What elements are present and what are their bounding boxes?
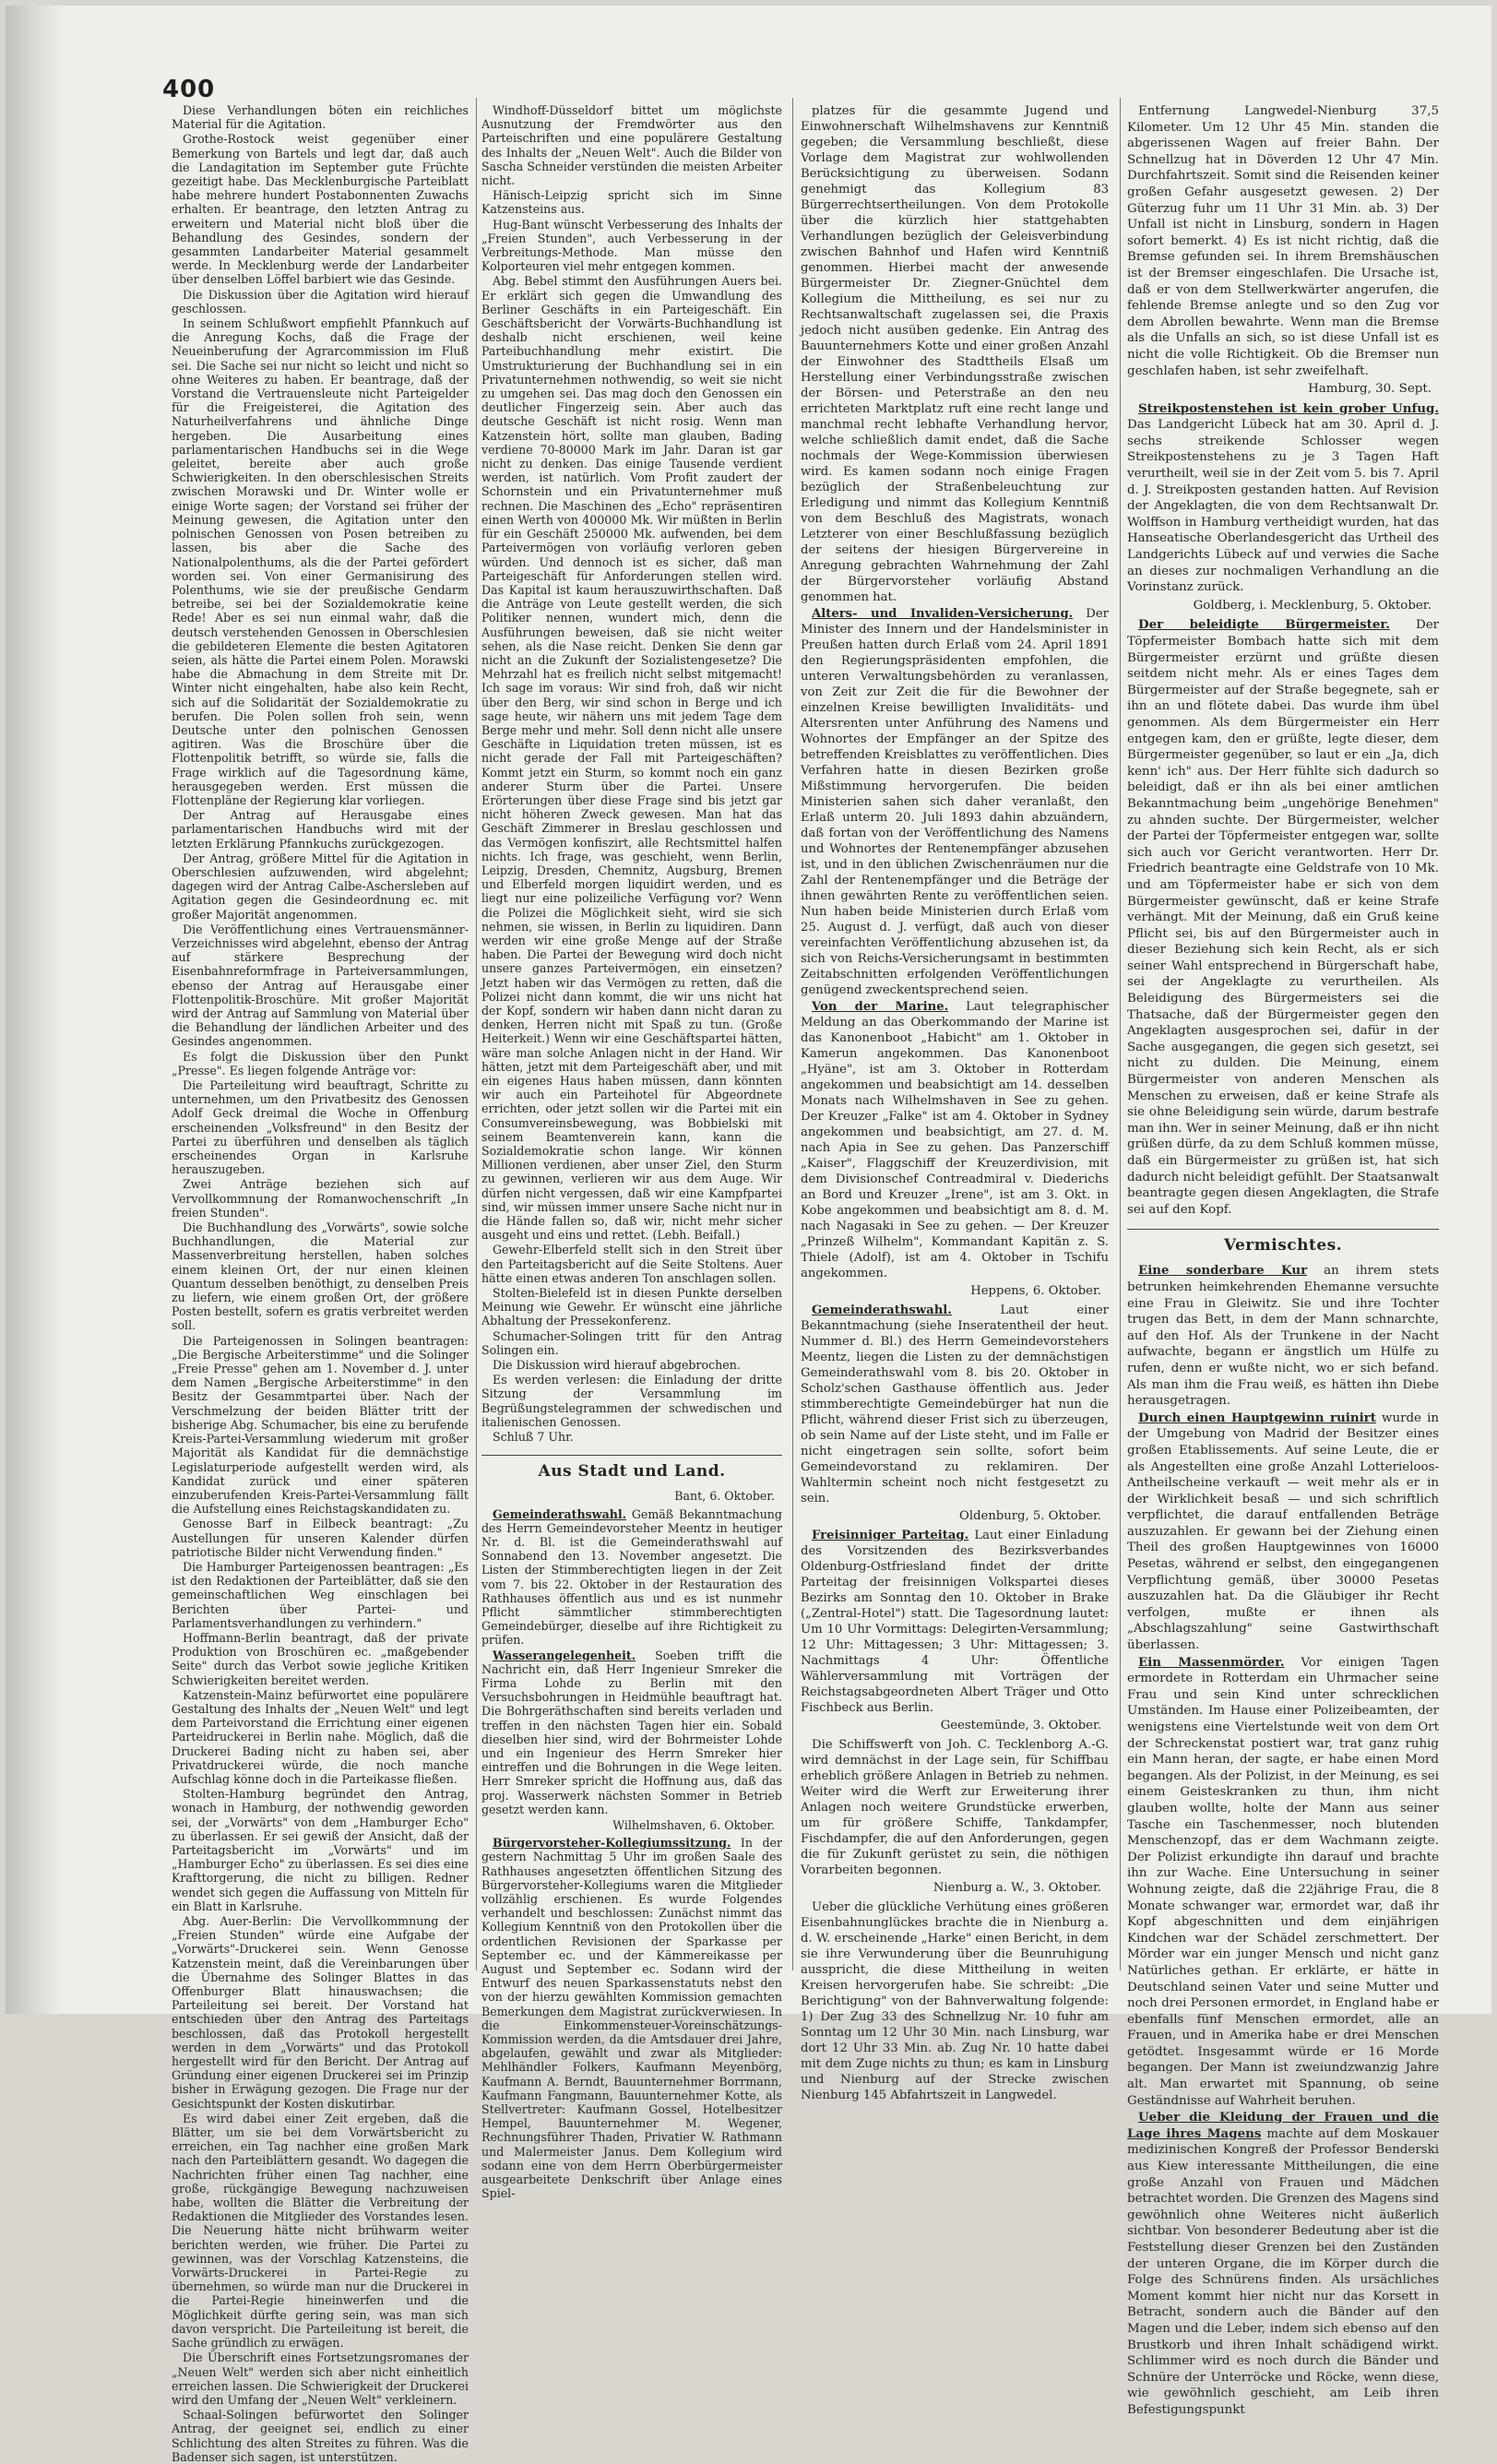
news-item (1127, 1655, 1439, 2110)
article-paragraph: Hoffmann-Berlin beantragt, daß der private Produktion von Broschüren ec. „maßgebender Seite" durch das Verbot sowie jegliche Kritiken Schwierigkeiten bereitet werden. (172, 1630, 469, 1687)
news-text: wurde in der Umgebung von Madrid der Besitzer eines großen Etablissements. Auf seine Leute, die er als Angestellten eine große Anzahl Lotterieloos-Antheilscheine verkauft — weit mehr als er in der Wirklichkeit besaß — und sich schriftlich verpflichtet, die darauf entfallenden Beträge auszuzahlen. Er gewann bei der Ziehung einen Theil des großen Hauptgewinnes von 16000 Pesetas, während er selbst, den eingegangenen Verpflichtung gemäß, über 30000 Pesetas auszuzahlen hat. Da die Gläubiger ihr Recht verfolgen, mußte er ihnen als „Abschlagszahlung" seine Gastwirthschaft überlassen. (1127, 1411, 1439, 1653)
news-text: Gemäß Bekanntmachung des Herrn Gemeindevorsteher Meentz in heutiger Nr. d. Bl. ist die Gemeinderathswahl auf Sonnabend den 13. November angesetzt. Die Listen der Stimmberechtigten liegen in der Zeit vom 7. bis 22. Oktober in der Restauration des Rathhauses öffentlich aus und es ist nunmehr Pflicht sämmtlicher stimmberechtigten Gemeindebürger, dieselbe auf ihre Richtigkeit zu prüfen. (481, 1506, 782, 1648)
article-paragraph: Hänisch-Leipzig spricht sich im Sinne Katzensteins aus. (481, 188, 782, 217)
article-paragraph: platzes für die gesammte Jugend und Einwohnerschaft Wilhelmshavens zur Kenntniß gegeben; die Versammlung beschließt, diese Vorlage dem Magistrat zur wohlwollenden Berücksichtigung zu überweisen. Sodann genehmigt das Kollegium 83 Bürgerrechtsertheilungen. Von dem Protokolle über die kürzlich hier stattgehabten Verhandlungen bezüglich der Geleisverbindung zwischen Bahnhof und Hafen wird Kenntniß genommen. Hierbei macht der anwesende Bürgermeister Dr. Ziegner-Gnüchtel dem Kollegium die Mittheilung, es sei nur zu Rechtsanwaltschaft zugelassen sei, die Praxis jedoch nicht ausüben gedenke. Ein Antrag des Bauunternehmers Kotte und einer großen Anzahl der Einwohner des Stadttheils Elsaß um Herstellung einer Verbindungsstraße zwischen der Börsen- und Peterstraße an den neu errichteten Marktplatz ruft eine recht lange und manchmal recht lebhafte Verhandlung hervor, welche schließlich damit endet, daß die Sache nochmals der Wege-Kommission überwiesen wird. Es kamen sodann noch einige Fragen bezüglich der Straßenbeleuchtung zur Erledigung und nimmt das Kollegium Kenntniß von dem Beschluß des Magistrats, wonach Letzterer von einer Beschlußfassung bezüglich der seitens der hiesigen Bürgervereine in Anregung gebrachten Wahrnehmung der Zahl der Bürgervorsteher vorläufig Abstand genommen hat. (801, 104, 1109, 604)
section-title: Vermischtes. (1127, 1229, 1439, 1256)
news-text: Laut einer Bekanntmachung (siehe Inseratentheil der heut. Nummer d. Bl.) des Herrn Gemeindevorstehers Meentz, liegen die Listen zu der demnächstigen Gemeinderathswahl vom 8. bis 20. Oktober in Scholz'schen Gasthause öffentlich aus. Jeder stimmberechtigte Gemeindebürger hat nun die Pflicht, während dieser Frist sich zu überzeugen, ob sein Name auf der Liste steht, und im Falle er nicht eingetragen sein sollte, sofort beim Gemeindevorstand zu reklamiren. Der Wahltermin scheint noch nicht festgesetzt zu sein. (801, 1303, 1109, 1506)
section-title: Aus Stadt und Land. (481, 1455, 782, 1482)
dateline: Heppens, 6. Oktober. (970, 1284, 1101, 1298)
news-text: Vor einigen Tagen ermordete in Rotterdam ein Uhrmacher seine Frau und sein Kind unter schrecklichen Umständen. Im Hause einer Polizeibeamten, der wenigstens eine Viertelstunde weit von dem Ort der Schreckenstat postiert war, trat ganz ruhig ein Mann heran, der sagte, er habe einen Mord begangen. Als der Polizist, in der Meinung, es sei einem Geisteskranken zu thun, ihm nicht glauben wollte, holte der Mann aus seiner Tasche ein Taschenmesser, noch blutenden Menschenzopf, das er dem Wachmann zeigte. Der Polizist erkundigte ihn darauf und brachte ihn zur Wache. Eine Untersuchung in seiner Wohnung zeigte, daß die 22jährige Frau, die 8 Monate schwanger war, ermordet war, daß ihr Kopf abgeschnitten und dem einjährigen Kindchen war der Schädel zerschmettert. Der Mörder war ein junger Mensch und nicht ganz Natürliches gethan. Er erklärte, er hätte in Deutschland seinen Vater und seine Mutter und noch drei Personen ermordet, in England habe er ebenfalls fünf Menschen ermordet, alle an Frauen, und in Amerika habe er drei Menschen getödtet. Insgesammt würde er 16 Morde begangen. Der Mann ist zweiundzwanzig Jahre alt. Man erwartet mit Spannung, ob seine Geständnisse auf Wahrheit beruhen. (1127, 1655, 1439, 2108)
dateline: Goldberg, i. Mecklenburg, 5. Oktober. (1193, 598, 1432, 613)
news-item (801, 999, 1109, 1281)
news-item (801, 1303, 1109, 1506)
article-text: Ueber die glückliche Verhütung eines größeren Eisenbahnunglückes brachte die in Nienburg a. d. W. erscheinende „Harke" einen Bericht, in dem sie ihre Verwunderung über die Beunruhigung ausspricht, die diese Mittheilung in weiten Kreisen hervorgerufen habe. Sie schreibt: „Die Berichtigung" von der Bahnverwaltung folgende: 1) Der Zug 33 des Schnellzug Nr. 10 fuhr am Sonntag um 12 Uhr 30 Min. nach Linsburg, war dort 12 Uhr 33 Min. ab. Zug Nr. 10 hatte dabei mit dem Zuge nichts zu thun; es kam in Linsburg und Nienburg auf der Strecke zwischen Nienburg 145 Abfahrtszeit in Langwedel. (801, 1900, 1109, 2102)
news-item (801, 606, 1109, 998)
news-item (1127, 1263, 1439, 1409)
dateline: Bant, 6. Oktober. (674, 1489, 775, 1504)
column-3 (801, 103, 1109, 2102)
news-item (481, 1836, 782, 2200)
article-text: Die Schiffswerft von Joh. C. Tecklenborg A.-G. wird demnächst in der Lage sein, für Schiffbau erheblich größere Anlagen in Betrieb zu nehmen. Weiter wird die Werft zur Erweiterung ihrer Anlagen noch weitere Grundstücke erwerben, um für größere Schiffe, Tankdampfer, Fischdampfer, die auf den Anforderungen, gegen die für Zukunft gerüstet zu sein, die nöthigen Vorarbeiten begonnen. (801, 1738, 1109, 1877)
article-paragraph: Stolten-Hamburg begründet den Antrag, wonach in Hamburg, der nothwendig geworden sei, der „Vorwärts" von dem „Hamburger Echo" zu überlassen. Er sei gewiß der Ansicht, daß der Parteitagsbericht im „Vorwärts" und im „Hamburger Echo" zu überlassen. Es sei dies eine Krafttorgerung, die nicht zu billigen. Redner wendet sich gegen die Auffassung von Mitteln für ein Blatt in Karlsruhe. (172, 1787, 469, 1913)
news-item (481, 1649, 782, 1816)
article-paragraph: Die Parteigenossen in Solingen beantragen: „Die Bergische Arbeiterstimme" und die Solinger „Freie Presse" gehen am 1. November d. J. unter dem Namen „Bergische Arbeiterstimme" in den Besitz der Gesammtpartei über. Nach der Verschmelzung der beiden Blätter tritt der bisherige Abg. Schumacher, bis eine zu berufende Kreis-Partei-Versammlung wiederum mit großer Majorität als Kandidat für die demnächstige Legislaturperiode aufgestellt werden wird, als Kandidat zurück und einer späteren einzuberufenden Kreis-Partei-Versammlung fällt die Aufstellung eines Reichstagskandidaten zu. (172, 1333, 469, 1517)
article-paragraph: Gewehr-Elberfeld stellt sich in den Streit über den Parteitagsbericht auf die Seite Stoltens. Auer hätte einen etwas anderen Ton anschlagen sollen. (481, 1243, 782, 1285)
article-paragraph: Die Buchhandlung des „Vorwärts", sowie solche Buchhandlungen, die Material zur Massenverbreitung herstellen, haben solches einem kleinen Ort, der nur einen kleinen Quantum desselben benöthigt, zu denselben Preis zu liefern, wie einem großen Ort, der größere Posten bestellt, sofern es gratis verbreitet werden soll. (172, 1220, 469, 1333)
dateline: Hamburg, 30. Sept. (1308, 382, 1432, 397)
article-paragraph: Schumacher-Solingen tritt für den Antrag Solingen ein. (481, 1328, 782, 1357)
newspaper-page (6, 6, 1491, 2464)
article-paragraph: Entfernung Langwedel-Nienburg 37,5 Kilometer. Um 12 Uhr 45 Min. standen die abgerissenen Wagen auf freier Bahn. Der Schnellzug hat in Döverden 12 Uhr 47 Min. Durchfahrtszeit. Somit sind die Reisenden keiner großen Gefahr ausgesetzt gewesen. 2) Der Güterzug fuhr um 11 Uhr 31 Min. ab. 3) Der Unfall ist nicht in Linsburg, sondern in Hagen sofort bemerkt. 4) Es ist nicht richtig, daß die Bremse gefunden sei. In ihrem Bremshäuschen ist der Bremser eingeschlafen. Die Ursache ist, daß er von dem Stellwerkwärter angerufen, die fehlende Bremse anlegte und so den Zug vor dem Abrollen bewahrte. Wenn man die Bremse als die Unfalls an sich, so ist diese Unfall ist es nicht die volle Richtigkeit. Ob die Bremser nun geschlafen haben, ist sehr zweifelhaft. (1127, 104, 1439, 378)
article-paragraph: Schaal-Solingen befürwortet den Solinger Antrag, der geeignet sei, endlich zu einer Schlichtung des alten Streites zu führen. Was die Badenser sich sagen, ist unterstützen. (172, 2408, 469, 2464)
dateline: Oldenburg, 5. Oktober. (959, 1509, 1101, 1523)
article-paragraph: Stolten-Bielefeld ist in diesen Punkte derselben Meinung wie Gewehr. Er wünscht eine jährliche Abhaltung der Pressekonferenz. (481, 1286, 782, 1328)
article-paragraph: Abg. Auer-Berlin: Die Vervollkommnung der „Freien Stunden" würde eine Aufgabe der „Vorwärts"-Druckerei sein. Wenn Genosse Katzenstein meint, daß die Vereinbarungen über die Übernahme des Solinger Blattes in das Offenburger Blatt hinauswachsen; die Parteileitung sei bereit. Der Vorstand hat entschieden über den Antrag des Parteitags beschlossen, daß das Protokoll hergestellt werden in dem „Vorwärts" und das Protokoll hergestellt wird für den Bericht. Der Antrag auf Gründung einer eigenen Druckerei sei im Prinzip bisher in Erwägung gezogen. Die Frage nur der Gesichtspunkt der Kosten diskutirbar. (172, 1914, 469, 2111)
article-paragraph: Abg. Bebel stimmt den Ausführungen Auers bei. Er erklärt sich gegen die Umwandlung des Berliner Geschäfts in ein Parteigeschäft. Ein Geschäftsbericht der Vorwärts-Buchhandlung ist deshalb nicht erschienen, weil keine Parteibuchhandlung mehr existirt. Die Umstrukturierung der Buchhandlung sei in ein Privatunternehmen nothwendig, so weit sie nicht zu umgehen sei. Das mag doch den Genossen ein deutlicher Fingerzeig sein. Aber auch das deutsche Geschäft ist nicht rosig. Wenn man Katzenstein hört, sollte man glauben, Bading verdiene 70-80000 Mark im Jahr. Daran ist gar nicht zu denken. Das einige Tausende verdient werden, ist natürlich. Vom Profit zaudert der Schornstein und ein Privatunternehmer muß rechnen. Die Maschinen des „Echo" repräsentiren einen Werth von 400000 Mk. Wir müßten in Berlin für ein Geschäft 250000 Mk. aufwenden, bei dem Parteivermögen von vorläufig verloren geben würden. Und dennoch ist es sicher, daß man Parteigeschäft für Anforderungen stellen wird. Das Kapital ist kaum herauszuwirthschaften. Daß die Anträge von Leute gestellt werden, die sich Politiker nennen, wundert mich, denn die Ausführungen beweisen, daß sie nicht weiter sehen, als die Nase reicht. Denken Sie denn gar nicht an die Zukunft der Sozialistengesetze? Die Mehrzahl hat es freilich nicht selbst mitgemacht! Ich sage im voraus: Wir sind froh, daß wir nicht über den Berg, wir sind schon in Berge und ich sage heute, wir nähern uns mit jedem Tage dem Berge mehr und mehr. Soll denn nicht alle unsere Geschäfte in Liquidation treten müssen, ist es nicht gerade der Fall mit Parteigeschäften? Kommt jetzt ein Sturm, so kommt noch ein ganz anderer Sturm über die Partei. Unsere Erörterungen über diese Frage sind bis jetzt gar nicht höheren Zweck gewesen. Man hat das Geschäft Zimmerer in Breslau geschlossen und das Vermögen konfiszirt, alle Rechtsmittel halfen nichts. Ich frage, was geschieht, wenn Berlin, Leipzig, Dresden, Chemnitz, Augsburg, Bremen und Elberfeld morgen liquidirt werden, und es liegt nur eine polizeiliche Verfügung vor? Wenn die Polizei die Möglichkeit sieht, wird sie sich nehmen, sie wissen, in Berlin zu liquidiren. Dann werden wir eine große Menge auf der Straße haben. Die Partei der Bewegung wird doch nicht unsere ganzes Parteivermögen, ein einsetzen? Jetzt haben wir das Vermögen zu retten, daß die Polizei nicht dann kommt, die wir uns nicht hat der Kopf, sondern wir haben dann nicht daran zu denken, Herren nicht mit Spaß zu tun. (Große Heiterkeit.) Wenn wir eine Geschäftspartei hätten, wäre man solche Anlagen nicht in der Hand. Wir hätten, jetzt mit dem Parteigeschäft aber, und mit ein eigenes Haus haben müssen, dann könnten wir auch ein Parteihotel für Abgeordnete errichten, oder jetzt sollen wir die Partei mit ein Consumvereinsbewegung, was Bobbielski mit seinem Beamtenverein kann, kann die Sozialdemokratie schon lange. Wir können Millionen verdienen, aber unser Ziel, den Sturm zu gewinnen, verlieren wir aus dem Auge. Wir dürfen nicht vergessen, daß wir eine Kampfpartei sind, wir müssen immer unsere Sache nicht nur in die Hände fallen so, daß wir, nicht mehr sicher ausgeht und eins und rettet. (Lebh. Beifall.) (481, 274, 782, 1243)
column-divider (792, 98, 793, 1970)
news-headline: Bürgervorsteher-Kollegiumssitzung. (493, 1836, 731, 1851)
article-paragraph: Grothe-Rostock weist gegenüber einer Bemerkung von Bartels und legt dar, daß auch die Landagitation im September gute Früchte gezeitigt habe. Das Mecklenburgische Parteiblatt habe mehrere hundert Postabonnenten Zuwachs erhalten. Er beantrage, den letzten Antrag zu erweitern und Material nicht bloß über die Behandlung des Gesindes, sondern der gesammten Landarbeiter Material gesammelt werde. In Mecklenburg werde der Landarbeiter über denselben Löffel barbiert wie das Gesinde. (172, 132, 469, 287)
news-item (1127, 617, 1439, 1218)
news-text: Der Minister des Innern und der Handelsminister in Preußen hatten durch Erlaß vom 24. April 1891 den Regierungspräsidenten empfohlen, die unteren Verwaltungsbehörden zu veranlassen, von Zeit zur Zeit die für die Bewohner der einzelnen Kreise bewilligten Invaliditäts- und Altersrenten unter Anführung des Namens und Wohnortes der Empfänger an der Spitze des betreffenden Kreisblattes zu veröffentlichen. Dies Verfahren hatte in diesen Bezirken große Mißstimmung hervorgerufen. Die beiden Ministerien sahen sich daher veranlaßt, den Erlaß unterm 20. Juli 1893 dahin abzuändern, daß fortan von der Veröffentlichung des Namens und Wohnortes der Rentenempfänger abzusehen ist, und in den üblichen Zwischenräumen nur die Zahl der Rentenempfänger und die Beträge der ihnen gewährten Rente zu veröffentlichen seien. Nun haben beide Ministerien durch Erlaß vom 25. August d. J. verfügt, daß auch von dieser vereinfachten Veröffentlichung abzusehen ist, da sich von Reichs-Versicherungsamt in bestimmten Zeitabschnitten erfolgenden Veröffentlichungen genügend zweckentsprechend seien. (801, 607, 1109, 997)
news-headline: Ein Massenmörder. (1138, 1654, 1285, 1670)
news-item (1127, 401, 1439, 596)
dateline: Wilhelmshaven, 6. Oktober. (612, 1817, 775, 1832)
article-paragraph: Hug-Bant wünscht Verbesserung des Inhalts der „Freien Stunden", auch Verbesserung in der Verbreitungs-Methode. Man müsse den Kolporteuren viel mehr entgegen kommen. (481, 217, 782, 274)
article-paragraph: Es wird dabei einer Zeit ergeben, daß die Blätter, um sie bei dem Vorwärtsbericht zu erreichen, ein Tag nachher eine großen Mark nach den Parteiblättern gesandt. Wo dagegen die Nachrichten früher einen Tag nachher, eine große, rückgängige Bewegung nachzuweisen habe, wollten die Blätter die Verbreitung der Redaktionen die Mitglieder des Vorstandes lesen. Die Neuerung hätte nicht brühwarm weiter berichten werden, wie früher. Die Partei zu gewinnen, was der Vorschlag Katzensteins, die Vorwärts-Druckerei in Partei-Regie zu übernehmen, so würde man nur die Druckerei in die Partei-Regie hineinwerfen und die Möglichkeit dürfte gering sein, was man sich davon verspricht. Die Parteileitung ist bereit, die Sache gründlich zu erwägen. (172, 2111, 469, 2351)
article-paragraph: Der Antrag auf Herausgabe eines parlamentarischen Handbuchs wird mit der letzten Erklärung Pfannkuchs zurückgezogen. (172, 808, 469, 851)
article-paragraph: Schluß 7 Uhr. (493, 1430, 574, 1445)
news-text: Der Töpfermeister Bombach hatte sich mit dem Bürgermeister erzürnt und grüßte diesen seitdem nicht mehr. Als er eines Tages dem Bürgermeister auf der Straße begegnete, sah er ihn an und flötete dabei. Das wurde ihm übel genommen. Als dem Bürgermeister ein Herr entgegen kam, den er grüßte, legte dieser, dem Bürgermeister gegenüber, so laut er ein „Ja, dich kenn' ich" aus. Der Herr fühlte sich dadurch so beleidigt, daß er ihn als bei einer amtlichen Bekanntmachung beim „ungehörige Benehmen" zu ahnden suchte. Der Bürgermeister, welcher der Partei der Töpfermeister entgegen war, sollte sich auch vor Gericht verantworten. Herr Dr. Friedrich beantragte eine Geldstrafe von 10 Mk. und am Töpfermeister habe er sich von dem Bürgermeister gewünscht, daß er keine Strafe verhängt. Mit der Meinung, daß ein Gruß keine Pflicht sei, bis auf den Bürgermeister auch in dieser Beziehung sich kein Recht, als er sich seiner Wahl entsprechend in Bürgerschaft habe, sei der Angeklagte zu verurtheilen. Als Beleidigung des Bürgermeisters sei die Thatsache, daß der Bürgermeister gegen den Angeklagten ausgesprochen sei, dafür in der Sache ausgegangen, die gegen sich gesetzt, sei nicht zu dulden. Die Meinung, einem Bürgermeister von anderen Menschen als Menschen zu erweisen, daß er keine Strafe als sie ohne Beleidigung sein würde, darum bestrafe man ihn. Wer in seiner Meinung, daß er ihn nicht grüßen dürfe, da zu dem Schluß kommen müsse, daß ein Bürgermeister zu grüßen ist, hat sich dadurch nicht beleidigt gefühlt. Der Staatsanwalt beantragte gegen diesen Angeklagten, die Strafe sei auf den Kopf. (1127, 618, 1440, 1217)
news-text: Laut einer Einladung des Vorsitzenden des Bezirksverbandes Oldenburg-Ostfriesland findet der dritte Parteitag der freisinnigen Volkspartei dieses Bezirks am Sonntag den 10. Oktober in Brake („Zentral-Hotel") statt. Die Tagesordnung lautet: Um 10 Uhr Vormittags: Delegirten-Versammlung; 12 Uhr: Mittagessen; 3 Uhr: Mittagessen; 3. Nachmittags 4 Uhr: Öffentliche Wählerversammlung mit Vorträgen der Reichstagsabgeordneten Albert Träger und Otto Fischbeck aus Berlin. (801, 1529, 1109, 1715)
news-headline: Wasserangelegenheit. (493, 1648, 636, 1662)
column-2 (481, 103, 782, 2201)
news-text: In der gestern Nachmittag 5 Uhr im großen Saale des Rathhauses angesetzten öffentlichen Sitzung des Bürgervorsteher-Kollegiums waren die Mitglieder vollzählig erschienen. Es wurde Folgendes verhandelt und beschlossen: Zunächst nimmt das Kollegium Kenntniß von den Protokollen über die ordentlichen Revisionen der Sparkasse per September ec. und der Kämmereikasse per August und September ec. Sodann wird der Entwurf des neuen Sparkassenstatuts nebst den von der hierzu gewählten Kommission gemachten Bemerkungen dem Magistrat zurückverwiesen. In die Einkommensteuer-Voreinschätzungs-Kommission werden, da die Amtsdauer drei Jahre, abgelaufen, gewählt und zwar als Mitglieder: Mehlhändler Folkers, Kaufmann Meyenbörg, Kaufmann A. Berndt, Bauunternehmer Borrmann, Kaufmann Fangmann, Bauunternehmer Kotte, als Stellvertreter: Kaufmann Gossel, Hotelbesitzer Hempel, Bauunternehmer M. Wegener, Rechnungsführer Thaden, Privatier W. Rathmann und Malermeister Janus. Dem Kollegium wird sodann eine von dem Herrn Oberbürgermeister ausgearbeitete Denkschrift über Anlage eines Spiel- (481, 1836, 782, 2201)
news-item (801, 1528, 1109, 1716)
article-paragraph: In seinem Schlußwort empfiehlt Pfannkuch auf die Anregung Kochs, daß die Frage der Neueinberufung der Agrarcommission im Fluß sei. Die Sache sei nur nicht so leicht und nicht so ohne Weiteres zu haben. Er beantrage, daß der Vorstand die Vertrauensleute nicht Parteigelder für die Freigeisterei, die Agitation des Naturheilverfahrens und ähnliche Dinge hergeben. Die Ausarbeitung eines parlamentarischen Handbuchs sei in die Wege geleitet, bereite aber auch große Schwierigkeiten. In den oberschlesischen Streits zwischen Morawski und Dr. Winter wolle er einige Worte sagen; der Vorstand sei früher der Meinung gewesen, die Agitation unter den polnischen Genossen von Posen betreiben zu lassen, bis aber die Sache des Nationalpolenthums, als die der Partei gefördert worden sei. Von einer Germanisirung des Polenthums, wie sie der preußische Gendarm betreibe, sei bei der Sozialdemokratie keine Rede! Aber es sei nun einmal wahr, daß die deutsch verstehenden Genossen in Oberschlesien die gebildeteren Elemente die besten Agitatoren seien, als hätte die Partei einem Polen. Morawski habe die Abmachung in dem Streite mit Dr. Winter nicht eingehalten, habe also kein Recht, sich auf die Solidarität der Sozialdemokratie zu berufen. Die Polen sollen froh sein, wenn Deutsche unter den polnischen Genossen agitiren. Was die Broschüre über die Flottenpolitik betrifft, so würde sie, falls die Frage wirklich auf die Tagesordnung käme, herausgegeben werden. Erst müssen die Flottenpläne der Regierung klar vorliegen. (172, 316, 469, 807)
binding-shadow (6, 6, 63, 2014)
column-4 (1127, 103, 1440, 2417)
article-paragraph: Die Überschrift eines Fortsetzungsromanes der „Neuen Welt" werden sich aber nicht einheitlich erreichen lassen. Die Schwierigkeit der Druckerei wird den Umfang der „Neuen Welt" verkleinern. (172, 2351, 469, 2407)
article-paragraph: Die Diskussion über die Agitation wird hierauf geschlossen. (172, 287, 469, 315)
news-headline: Der beleidigte Bürgermeister. (1138, 617, 1390, 633)
news-text: an ihrem stets betrunken heimkehrenden Ehemanne versuchte eine Frau in Gleiwitz. Sie und ihre Tochter trugen das Bett, in dem der Mann schnarchte, auf den Hof. Als der Trunkene in der Nacht aufwachte, begann er ängstlich um Hülfe zu rufen, denn er wußte nicht, wo er sich befand. Als man ihm die Frau weiß, es hätten ihn Diebe herausgetragen. (1127, 1264, 1440, 1409)
article-paragraph: Zwei Anträge beziehen sich auf Vervollkommnung der Romanwochenschrift „In freien Stunden". (172, 1177, 469, 1220)
article-paragraph: Es werden verlesen: die Einladung der dritte Sitzung der Versammlung im Begrüßungstelegrammen der schwedischen und italienischen Genossen. (481, 1373, 782, 1429)
news-headline: Alters- und Invaliden-Versicherung. (812, 607, 1074, 621)
column-divider (476, 98, 477, 1970)
column-1 (172, 103, 469, 2464)
article-paragraph: Die Veröffentlichung eines Vertrauensmänner-Verzeichnisses wird abgelehnt, ebenso der Antrag auf stärkere Besprechung der Eisenbahnreformfrage in Parteiversammlungen, ebenso der Antrag auf Herausgabe einer Flottenpolitik-Broschüre. Mit großer Majorität wird der Antrag auf Sammlung von Material über die Behandlung der ländlichen Arbeiter und des Gesindes angenommen. (172, 922, 469, 1049)
news-item (1127, 2110, 1439, 2418)
news-item (1127, 1411, 1439, 1654)
news-headline: Durch einen Hauptgewinn ruinirt (1138, 1410, 1376, 1425)
column-divider (1120, 98, 1121, 1970)
news-headline: Gemeinderathswahl. (493, 1506, 627, 1521)
article-paragraph: Die Hamburger Parteigenossen beantragen: „Es ist den Redaktionen der Parteiblätter, daß sie den gemeinschaftlichen Weg einschlagen bei Berichten über Partei- und Parlamentsverhandlungen zu verhindern." (172, 1559, 469, 1630)
article-paragraph: Katzenstein-Mainz befürwortet eine populärere Gestaltung des Inhalts der „Neuen Welt" und legt dem Parteivorstand die Errichtung einer eigenen Parteidruckerei in Berlin nahe. Möglich, daß die Druckerei Bading nicht zu haben sei, aber Privatdruckerei würde, die noch manche Aufschlag könne doch in die Parteikasse fließen. (172, 1687, 469, 1786)
article-paragraph: Es folgt die Diskussion über den Punkt „Presse". Es liegen folgende Anträge vor: (172, 1049, 469, 1077)
article-paragraph: Die Diskussion wird hierauf abgebrochen. (493, 1358, 741, 1373)
news-headline: Gemeinderathswahl. (812, 1303, 952, 1317)
news-headline: Von der Marine. (812, 1000, 949, 1014)
page-number: 400 (162, 76, 216, 103)
dateline: Nienburg a. W., 3. Oktober. (933, 1881, 1101, 1895)
news-text: machte auf dem Moskauer medizinischen Kongreß der Professor Benderski aus Kiew interessante Mittheilungen, die eine große Anzahl von Frauen und Mädchen betrachtet worden. Die Grenzen des Magens sind gewöhnlich ohne Weiteres nicht äußerlich sichtbar. Von besonderer Bedeutung aber ist die Feststellung dieser Grenzen bei den Zuständen der unteren Organe, die im Körper durch die Folge des Schnürens finden. Als ursächliches Moment kommt hier nicht nur das Korsett in Betracht, sondern auch die Bänder auf den Magen und die Leber, indem sich ebenso auf den Brustkorb und ihren Inhalt schädigend wirkt. Schlimmer wird es noch durch die Bänder und Schnüre der Unterröcke und Röcke, wenn diese, wie gewöhnlich geschieht, am Leib ihren Befestigungspunkt (1127, 2126, 1439, 2417)
article-paragraph: Der Antrag, größere Mittel für die Agitation in Oberschlesien aufzuwenden, wird abgelehnt; dagegen wird der Antrag Calbe-Aschersleben auf Agitation gegen die Gesindeordnung ec. mit großer Majorität angenommen. (172, 851, 469, 922)
news-text: Soeben trifft die Nachricht ein, daß Herr Ingenieur Smreker die Firma Lohde zu Berlin mit den Versuchsbohrungen in Heidmühle beauftragt hat. Die Bohrgeräthschaften sind bereits verladen und treffen in den nächsten Tagen hier ein. Sobald dieselben hier sind, wird der Bohrmeister Lohde und ein Ingenieur des Herrn Smreker hier eintreffen und die Bohrungen in die Wege leiten. Herr Smreker spricht die Hoffnung aus, daß das proj. Wasserwerk nächsten Sommer in Betrieb gesetzt werden kann. (481, 1648, 782, 1816)
news-headline: Eine sonderbare Kur (1138, 1263, 1308, 1279)
article-paragraph: Genosse Barf in Eilbeck beantragt: „Zu Austellungen für unseren Kalender dürfen patriotische Bilder nicht Verwendung finden." (172, 1517, 469, 1559)
dateline: Geestemünde, 3. Oktober. (940, 1719, 1101, 1732)
news-headline: Streikpostenstehen ist kein grober Unfug. (1138, 400, 1439, 416)
article-paragraph: Diese Verhandlungen böten ein reichliches Material für die Agitation. (172, 103, 469, 132)
news-headline: Freisinniger Parteitag. (812, 1529, 969, 1542)
article-paragraph: Windhoff-Düsseldorf bittet um möglichste Ausnutzung der Fremdwörter aus den Parteischriften und eine populärere Gestaltung des Inhalts der „Neuen Welt". Auch die Bilder von Sascha Schneider verstünden die meisten Arbeiter nicht. (481, 103, 782, 188)
news-item (481, 1507, 782, 1648)
news-headline: Ueber die Kleidung der Frauen und die Lage ihres Magens (1127, 2110, 1439, 2141)
news-text: Laut telegraphischer Meldung an das Oberkommando der Marine ist das Kanonenboot „Habicht" am 1. Oktober in Kamerun angekommen. Das Kanonenboot „Hyäne", ist am 3. Oktober in Rotterdam angekommen und beabsichtigt am 14. desselben Monats nach Wilhelmshaven in See zu gehen. Der Kreuzer „Falke" ist am 4. Oktober in Sydney angekommen und beabsichtigt, am 27. d. M. nach Apia in See zu gehen. Das Panzerschiff „Kaiser", Flaggschiff der Kreuzerdivision, mit dem Divisionschef Contreadmiral v. Diederichs an Bord und Kreuzer „Irene", ist am 3. Okt. in Kobe angekommen und beabsichtigt am 8. d. M. nach Nagasaki in See zu gehen. — Der Kreuzer „Prinzeß Wilhelm", Kommandant Kapitän z. S. Thiele (Adolf), ist am 4. Oktober in Tschifu angekommen. (801, 1000, 1109, 1280)
article-paragraph: Die Parteileitung wird beauftragt, Schritte zu unternehmen, um den Privatbesitz des Genossen Adolf Geck dreimal die Woche in Offenburg erscheinenden „Volksfreund" in den Besitz der Partei zu überführen und denselben als täglich erscheinendes Organ in Karlsruhe herauszugeben. (172, 1078, 469, 1177)
news-text: Das Landgericht Lübeck hat am 30. April d. J. sechs streikende Schlosser wegen Streikpostenstehens zu je 3 Tagen Haft verurtheilt, weil sie in der Zeit vom 5. bis 7. April d. J. Streikposten gestanden hatten. Auf Revision der Angeklagten, die von dem Rechtsanwalt Dr. Wolffson in Hamburg vertheidigt wurden, hat das Hanseatische Oberlandesgericht das Urtheil des Landgerichts Lübeck auf und verwies die Sache an dieses zur nochmaligen Verhandlung an die Vorinstanz zurück. (1127, 418, 1439, 595)
